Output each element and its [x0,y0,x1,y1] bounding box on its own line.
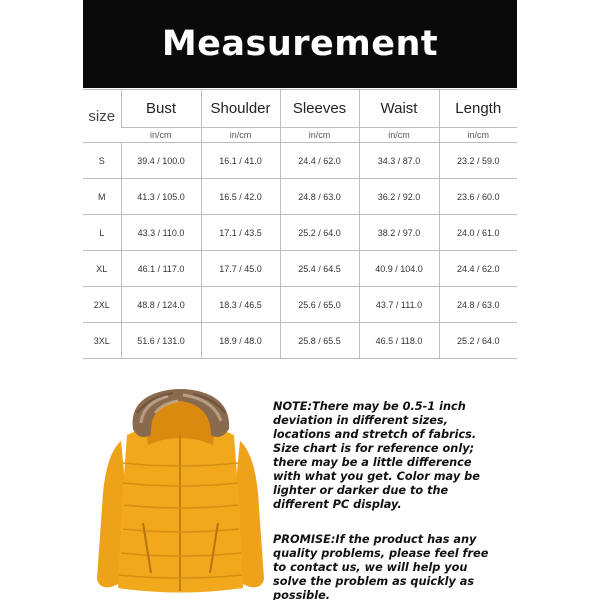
table-row [83,287,517,323]
header-banner [83,0,517,88]
unit-label: in/cm [439,128,517,143]
size-chart-table [83,89,517,359]
measurement-cell: 18.9 / 48.0 [201,323,280,359]
size-label: S [83,143,121,179]
measurement-cell: 25.4 / 64.5 [280,251,359,287]
table-row [83,215,517,251]
measurement-cell: 23.6 / 60.0 [439,179,517,215]
measurement-cell: 24.4 / 62.0 [280,143,359,179]
size-label: M [83,179,121,215]
unit-label: in/cm [121,128,201,143]
column-header-length: Length [439,90,517,128]
table-row [83,143,517,179]
measurement-cell: 43.7 / 111.0 [359,287,439,323]
table-row [83,251,517,287]
measurement-cell: 46.1 / 117.0 [121,251,201,287]
column-header-shoulder: Shoulder [201,90,280,128]
measurement-cell: 17.7 / 45.0 [201,251,280,287]
measurement-cell: 25.2 / 64.0 [439,323,517,359]
measurement-cell: 46.5 / 118.0 [359,323,439,359]
size-column-header: size [83,90,121,143]
measurement-cell: 25.2 / 64.0 [280,215,359,251]
measurement-cell: 25.8 / 65.5 [280,323,359,359]
unit-label: in/cm [280,128,359,143]
measurement-cell: 18.3 / 46.5 [201,287,280,323]
measurement-cell: 24.8 / 63.0 [280,179,359,215]
measurement-cell: 16.1 / 41.0 [201,143,280,179]
puffer-jacket-image [93,383,268,598]
measurement-cell: 40.9 / 104.0 [359,251,439,287]
promise-text: PROMISE:If the product has any quality problems, please feel free to contact us, we will help you solve the problem as quickly as possible. [273,533,489,600]
measurement-cell: 43.3 / 110.0 [121,215,201,251]
unit-label: in/cm [201,128,280,143]
measurement-cell: 38.2 / 97.0 [359,215,439,251]
unit-label: in/cm [359,128,439,143]
measurement-cell: 25.6 / 65.0 [280,287,359,323]
measurement-cell: 39.4 / 100.0 [121,143,201,179]
size-label: L [83,215,121,251]
size-label: XL [83,251,121,287]
size-label: 3XL [83,323,121,359]
measurement-cell: 23.2 / 59.0 [439,143,517,179]
note-text: NOTE:There may be 0.5-1 inch deviation in different sizes, locations and stretch of fabrics. Size chart is for reference only; there may be a little difference with what you get. Color may be lighter or darker due to the different PC display. [273,400,480,511]
table-row [83,179,517,215]
size-label: 2XL [83,287,121,323]
column-header-sleeves: Sleeves [280,90,359,128]
measurement-cell: 41.3 / 105.0 [121,179,201,215]
measurement-cell: 51.6 / 131.0 [121,323,201,359]
table-row [83,323,517,359]
unit-row [83,128,517,143]
page-title: Measurement [161,24,439,64]
measurement-cell: 17.1 / 43.5 [201,215,280,251]
header-row [83,90,517,128]
measurement-cell: 48.8 / 124.0 [121,287,201,323]
measurement-cell: 24.8 / 63.0 [439,287,517,323]
measurement-cell: 34.3 / 87.0 [359,143,439,179]
column-header-waist: Waist [359,90,439,128]
measurement-cell: 24.4 / 62.0 [439,251,517,287]
measurement-cell: 36.2 / 92.0 [359,179,439,215]
column-header-bust: Bust [121,90,201,128]
measurement-cell: 16.5 / 42.0 [201,179,280,215]
measurement-cell: 24.0 / 61.0 [439,215,517,251]
